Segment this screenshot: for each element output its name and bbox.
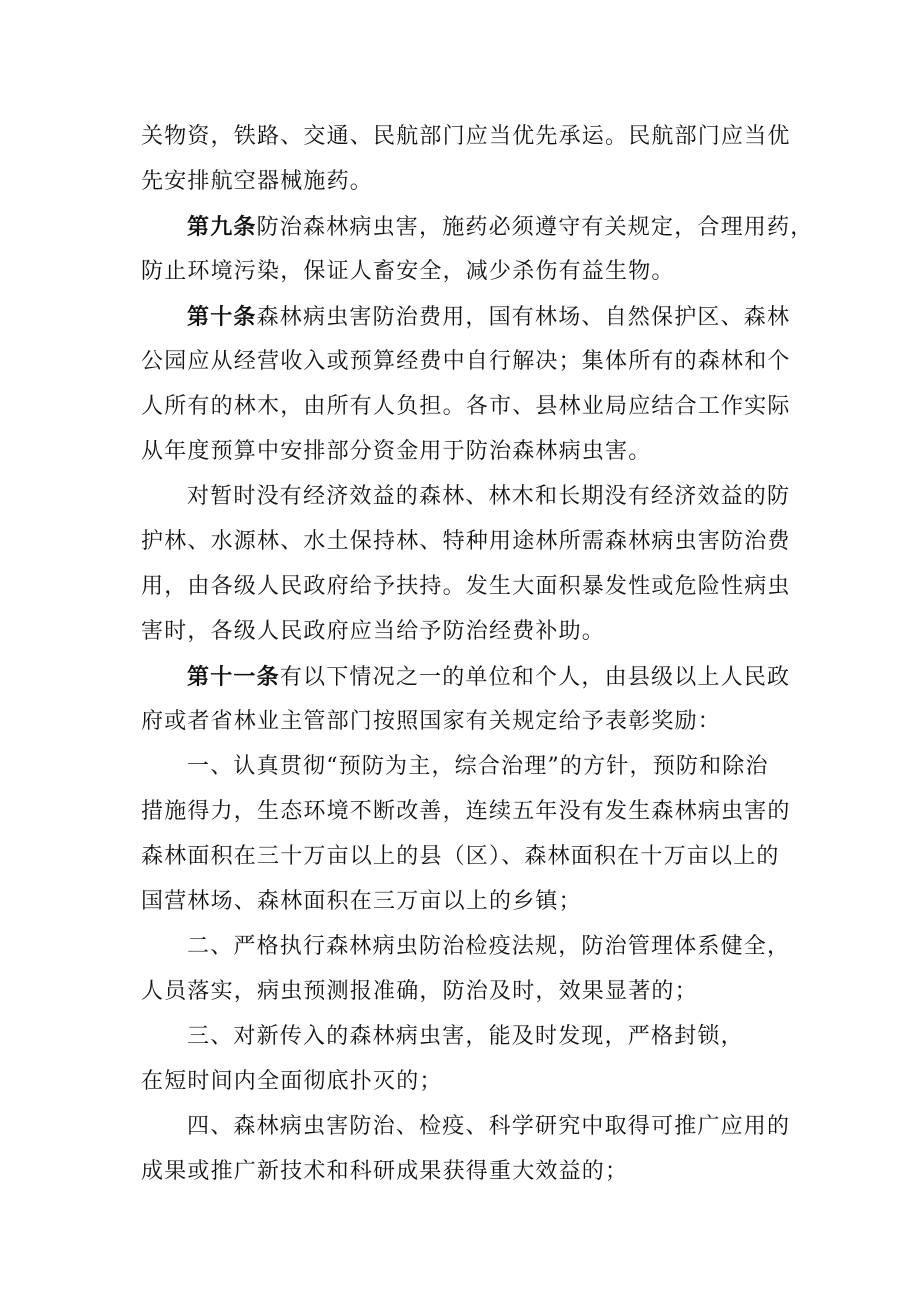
article-number: 第十条 xyxy=(187,304,257,330)
list-item-3-line: 三、对新传入的森林病虫害，能及时发现，严格封锁， xyxy=(187,1024,744,1049)
paragraph-start-line: 对暂时没有经济效益的森林、林木和长期没有经济效益的防 xyxy=(187,484,791,509)
text-line: 人所有的林木，由所有人负担。各市、县林业局应结合工作实际 xyxy=(141,394,791,419)
article-number: 第十一条 xyxy=(187,664,280,690)
text-line: 措施得力，生态环境不断改善，连续五年没有发生森林病虫害的 xyxy=(141,799,791,824)
list-item-4-line: 四、森林病虫害防治、检疫、科学研究中取得可推广应用的 xyxy=(187,1114,791,1139)
text-line: 关物资，铁路、交通、民航部门应当优先承运。民航部门应当优 xyxy=(141,124,791,149)
text-line: 国营林场、森林面积在三万亩以上的乡镇； xyxy=(141,889,582,914)
text-line: 公园应从经营收入或预算经费中自行解决；集体所有的森林和个 xyxy=(141,349,791,374)
article-9-line: 第九条防治森林病虫害，施药必须遵守有关规定，合理用药， xyxy=(187,214,814,240)
list-item-1-line: 一、认真贯彻“预防为主，综合治理”的方针，预防和除治 xyxy=(187,754,769,779)
text-line: 先安排航空器械施药。 xyxy=(141,169,374,194)
text-line: 护林、水源林、水土保持林、特种用途林所需森林病虫害防治费 xyxy=(141,529,791,554)
text-line: 从年度预算中安排部分资金用于防治森林病虫害。 xyxy=(141,439,652,464)
article-10-line: 第十条森林病虫害防治费用，国有林场、自然保护区、森林 xyxy=(187,304,791,330)
list-item-2-line: 二、严格执行森林病虫防治检疫法规，防治管理体系健全， xyxy=(187,934,791,959)
text-line: 府或者省林业主管部门按照国家有关规定给予表彰奖励： xyxy=(141,709,722,734)
text-line: 在短时间内全面彻底扑灭的； xyxy=(141,1069,443,1094)
text-line: 害时，各级人民政府应当给予防治经费补助。 xyxy=(141,619,606,644)
text-line: 用，由各级人民政府给予扶持。发生大面积暴发性或危险性病虫 xyxy=(141,574,791,599)
text-line: 人员落实，病虫预测报准确，防治及时，效果显著的； xyxy=(141,979,698,1004)
text-line: 成果或推广新技术和科研成果获得重大效益的； xyxy=(141,1159,629,1184)
article-number: 第九条 xyxy=(187,214,257,240)
text-line: 森林面积在三十万亩以上的县（区）、森林面积在十万亩以上的 xyxy=(141,844,780,869)
article-11-line: 第十一条有以下情况之一的单位和个人，由县级以上人民政 xyxy=(187,664,791,690)
text-line: 防止环境污染，保证人畜安全，减少杀伤有益生物。 xyxy=(141,259,675,284)
